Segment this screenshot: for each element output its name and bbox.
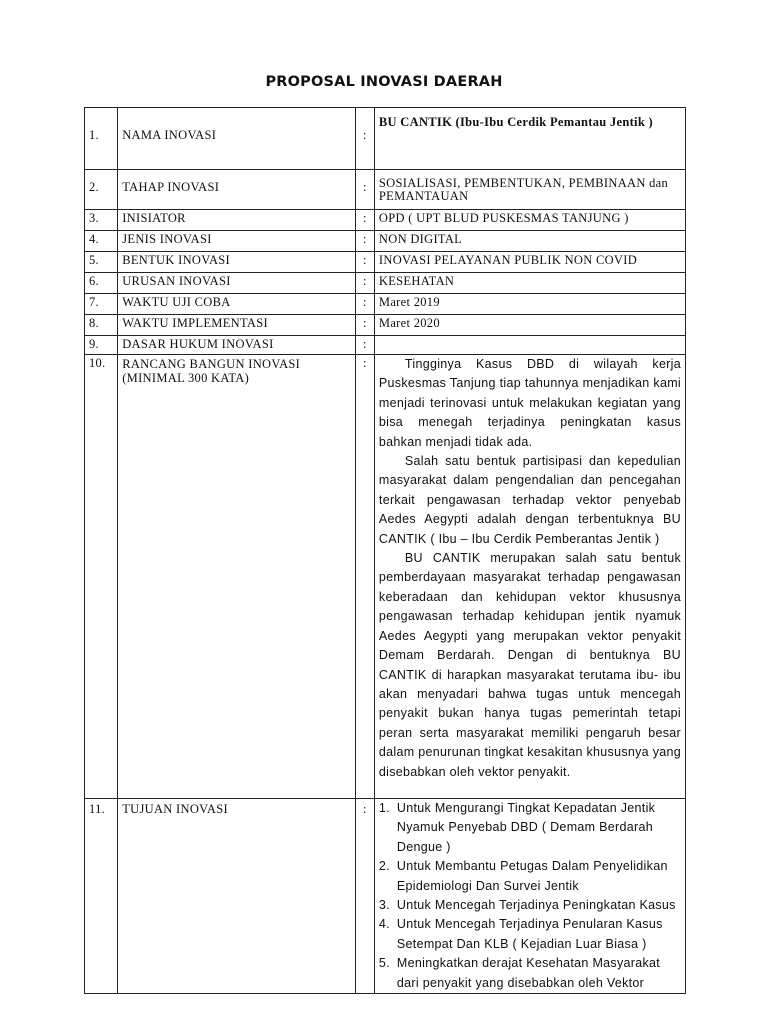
goals-list <box>379 799 681 993</box>
row-label: URUSAN INOVASI <box>118 273 356 294</box>
list-item: 4. Untuk Mencegah Terjadinya Penularan Kasus Setempat Dan KLB ( Kejadian Luar Biasa ) <box>378 917 663 951</box>
row-number: 3. <box>85 210 118 231</box>
row-label: INISIATOR <box>118 210 356 231</box>
row-label: TUJUAN INOVASI <box>118 799 356 994</box>
design-description <box>374 355 685 799</box>
row-number: 2. <box>85 170 118 210</box>
innovation-stage-value: SOSIALISASI, PEMBENTUKAN, PEMBINAAN dan PEMANTAUAN <box>374 170 685 210</box>
row-separator: : <box>355 210 374 231</box>
row-separator: : <box>355 170 374 210</box>
row-number: 8. <box>85 315 118 336</box>
table-row <box>85 799 686 994</box>
row-number: 4. <box>85 231 118 252</box>
row-label: WAKTU IMPLEMENTASI <box>118 315 356 336</box>
table-row <box>85 336 686 355</box>
initiator-value: OPD ( UPT BLUD PUSKESMAS TANJUNG ) <box>374 210 685 231</box>
row-number: 1. <box>85 108 118 170</box>
table-row <box>85 355 686 799</box>
list-item: 2. Untuk Membantu Petugas Dalam Penyelidikan Epidemiologi Dan Survei Jentik <box>378 859 668 893</box>
table-row <box>85 170 686 210</box>
design-paragraph-2: Salah satu bentuk partisipasi dan kepedulian masyarakat dalam pengendalian dan pencegahan terkait pengawasan terhadap vektor penyebab Aedes Aegypti adalah dengan terbentuknya BU CANTIK ( Ibu – Ibu Cerdik Pemberantas Jentik ) <box>378 454 681 546</box>
innovation-name-value: BU CANTIK (Ibu-Ibu Cerdik Pemantau Jentik ) <box>374 108 685 170</box>
table-row <box>85 252 686 273</box>
row-separator: : <box>355 294 374 315</box>
design-paragraph-1: Tingginya Kasus DBD di wilayah kerja Puskesmas Tanjung tiap tahunnya menjadikan kami menjadi terinovasi untuk melakukan kegiatan yang bisa menegah terjadinya peningkatan kasus bahkan menjadi tidak ada. <box>378 357 681 449</box>
proposal-table <box>84 107 686 994</box>
row-number: 9. <box>85 336 118 355</box>
row-label: TAHAP INOVASI <box>118 170 356 210</box>
row-label: BENTUK INOVASI <box>118 252 356 273</box>
row-separator: : <box>355 273 374 294</box>
table-row <box>85 231 686 252</box>
table-row <box>85 315 686 336</box>
row-label: DASAR HUKUM INOVASI <box>118 336 356 355</box>
table-row <box>85 273 686 294</box>
innovation-goals <box>374 799 685 994</box>
implementation-time-value: Maret 2020 <box>374 315 685 336</box>
row-label: RANCANG BANGUN INOVASI (MINIMAL 300 KATA) <box>118 355 356 799</box>
document-title: PROPOSAL INOVASI DAERAH <box>265 74 503 90</box>
table-row <box>85 108 686 170</box>
row-separator: : <box>355 252 374 273</box>
row-separator: : <box>355 108 374 170</box>
row-separator: : <box>355 336 374 355</box>
row-separator: : <box>355 315 374 336</box>
row-separator: : <box>355 355 374 799</box>
row-label: WAKTU UJI COBA <box>118 294 356 315</box>
row-number: 11. <box>85 799 118 994</box>
row-label: JENIS INOVASI <box>118 231 356 252</box>
design-paragraph-3: BU CANTIK merupakan salah satu bentuk pemberdayaan masyarakat terhadap pengawasan keberadaan dan kehidupan vektor khususnya pengawasan terhadap kehidupan jentik nyamuk Aedes Aegypti yang merupakan vektor penyakit Demam Berdarah. Dengan di bentuknya BU CANTIK di harapkan masyarakat terutama ibu- ibu akan menyadari bahwa tugas untuk mencegah penyakit bukan hanya tugas pemerintah tetapi peran serta masyarakat memiliki pengaruh besar dalam penurunan tingkat kesakitan khususnya yang disebabkan oleh vektor penyakit. <box>378 551 682 779</box>
innovation-affairs-value: KESEHATAN <box>374 273 685 294</box>
row-separator: : <box>355 231 374 252</box>
table-row <box>85 210 686 231</box>
innovation-type-value: NON DIGITAL <box>374 231 685 252</box>
list-item: 1. Untuk Mengurangi Tingkat Kepadatan Jentik Nyamuk Penyebab DBD ( Demam Berdarah Dengue ) <box>378 801 656 854</box>
row-number: 10. <box>85 355 118 799</box>
legal-basis-value <box>374 336 685 355</box>
table-row <box>85 294 686 315</box>
row-number: 5. <box>85 252 118 273</box>
list-item: 5. Meningkatkan derajat Kesehatan Masyarakat dari penyakit yang disebabkan oleh Vektor <box>378 956 661 990</box>
row-label: NAMA INOVASI <box>118 108 356 170</box>
row-separator: : <box>355 799 374 994</box>
trial-time-value: Maret 2019 <box>374 294 685 315</box>
row-number: 6. <box>85 273 118 294</box>
list-item: 3. Untuk Mencegah Terjadinya Peningkatan Kasus <box>378 898 676 913</box>
innovation-form-value: INOVASI PELAYANAN PUBLIK NON COVID <box>374 252 685 273</box>
row-number: 7. <box>85 294 118 315</box>
